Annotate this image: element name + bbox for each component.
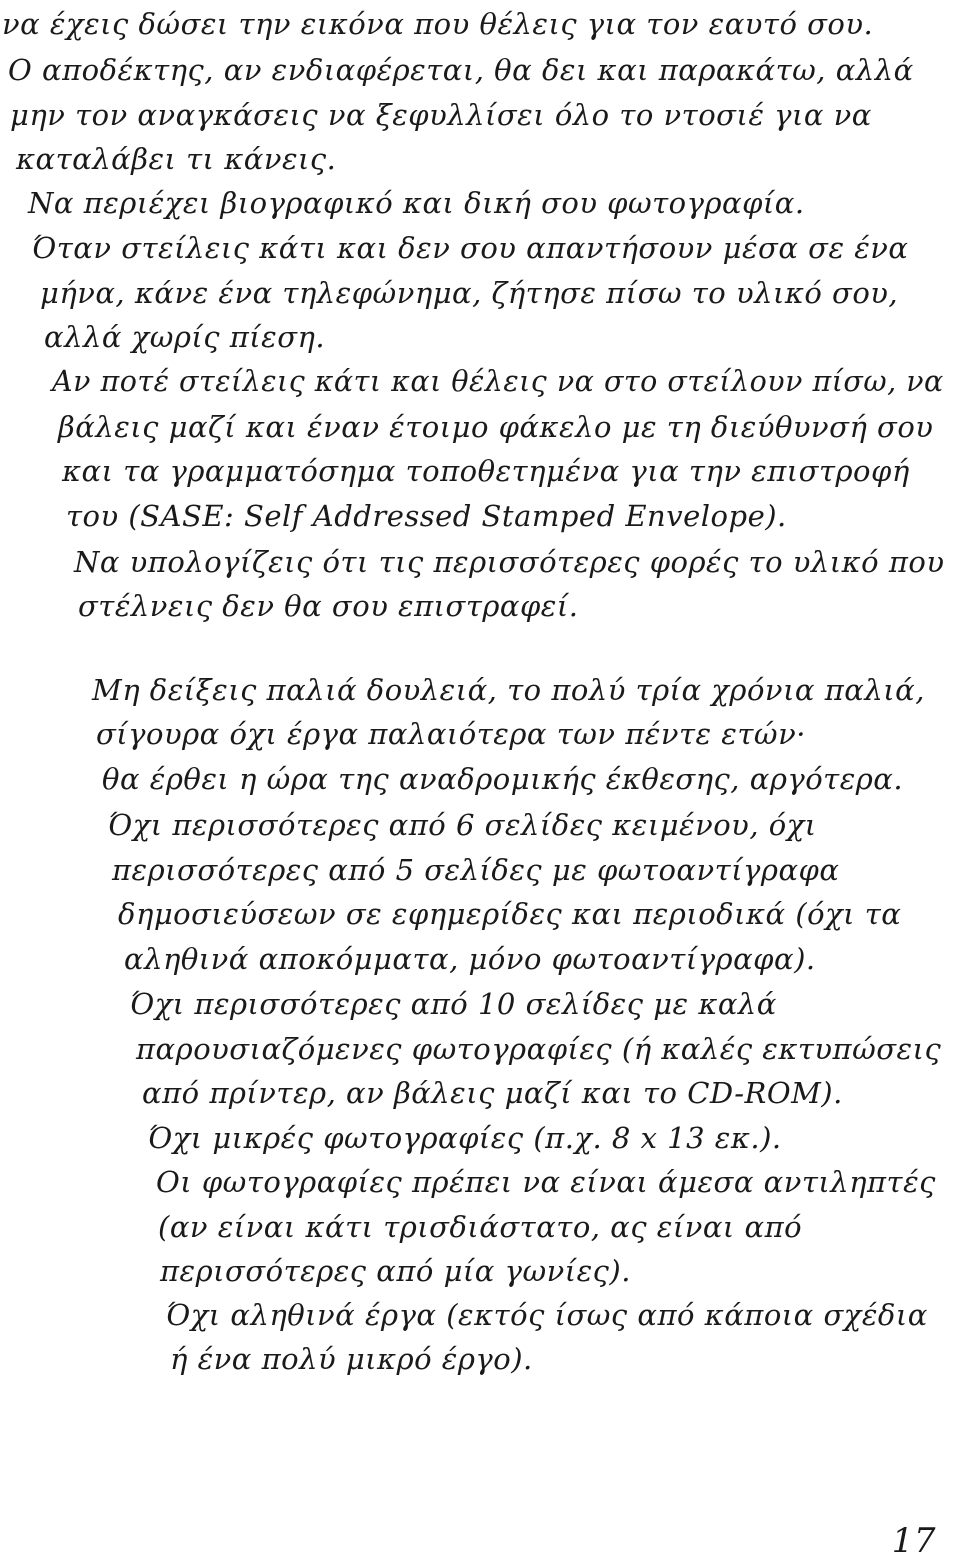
text-line: σίγουρα όχι έργα παλαιότερα των πέντε ετών· xyxy=(96,717,806,751)
text-line: αλλά χωρίς πίεση. xyxy=(44,320,326,354)
text-line: καταλάβει τι κάνεις. xyxy=(16,142,337,176)
text-line: του (SASE: Self Addressed Stamped Envelope). xyxy=(66,499,787,533)
text-line: (αν είναι κάτι τρισδιάστατο, ας είναι από xyxy=(158,1210,803,1244)
text-line: Αν ποτέ στείλεις κάτι και θέλεις να στο στείλουν πίσω, να xyxy=(52,365,944,398)
text-line: Να περιέχει βιογραφικό και δική σου φωτογραφία. xyxy=(28,186,805,220)
text-line: στέλνεις δεν θα σου επιστραφεί. xyxy=(78,589,579,623)
text-line: περισσότερες από μία γωνίες). xyxy=(160,1254,631,1288)
text-line: Οι φωτογραφίες πρέπει να είναι άμεσα αντιληπτές xyxy=(156,1165,936,1199)
text-line: μην τον αναγκάσεις να ξεφυλλίσει όλο το ντοσιέ για να xyxy=(10,98,872,132)
text-line: αληθινά αποκόμματα, μόνο φωτοαντίγραφα). xyxy=(124,942,816,976)
text-line: παρουσιαζόμενες φωτογραφίες (ή καλές εκτυπώσεις xyxy=(136,1032,942,1066)
text-line: ή ένα πολύ μικρό έργο). xyxy=(170,1342,533,1376)
text-line: Ο αποδέκτης, αν ενδιαφέρεται, θα δει και παρακάτω, αλλά xyxy=(8,53,914,87)
text-line: από πρίντερ, αν βάλεις μαζί και το CD-ROM). xyxy=(142,1076,843,1110)
text-line: βάλεις μαζί και έναν έτοιμο φάκελο με τη διεύθυνσή σου xyxy=(58,410,934,444)
text-line: Να υπολογίζεις ότι τις περισσότερες φορές το υλικό που xyxy=(74,545,945,579)
text-line: Όχι μικρές φωτογραφίες (π.χ. 8 x 13 εκ.). xyxy=(148,1121,782,1155)
text-line: περισσότερες από 5 σελίδες με φωτοαντίγραφα xyxy=(112,853,840,887)
text-line: μήνα, κάνε ένα τηλεφώνημα, ζήτησε πίσω το υλικό σου, xyxy=(40,276,899,310)
text-line: Όχι περισσότερες από 10 σελίδες με καλά xyxy=(130,987,777,1021)
text-line: και τα γραμματόσημα τοποθετημένα για την επιστροφή xyxy=(62,454,910,488)
page-number: 17 xyxy=(891,1521,936,1561)
text-line: θα έρθει η ώρα της αναδρομικής έκθεσης, αργότερα. xyxy=(102,762,904,796)
text-line: Όχι περισσότερες από 6 σελίδες κειμένου, όχι xyxy=(108,808,817,842)
text-line: Όχι αληθινά έργα (εκτός ίσως από κάποια σχέδια xyxy=(166,1298,928,1332)
text-line: να έχεις δώσει την εικόνα που θέλεις για τον εαυτό σου. xyxy=(2,7,874,41)
text-line: Μη δείξεις παλιά δουλειά, το πολύ τρία χρόνια παλιά, xyxy=(92,673,925,707)
text-line: δημοσιεύσεων σε εφημερίδες και περιοδικά (όχι τα xyxy=(118,897,902,931)
text-line: Όταν στείλεις κάτι και δεν σου απαντήσουν μέσα σε ένα xyxy=(32,231,909,265)
